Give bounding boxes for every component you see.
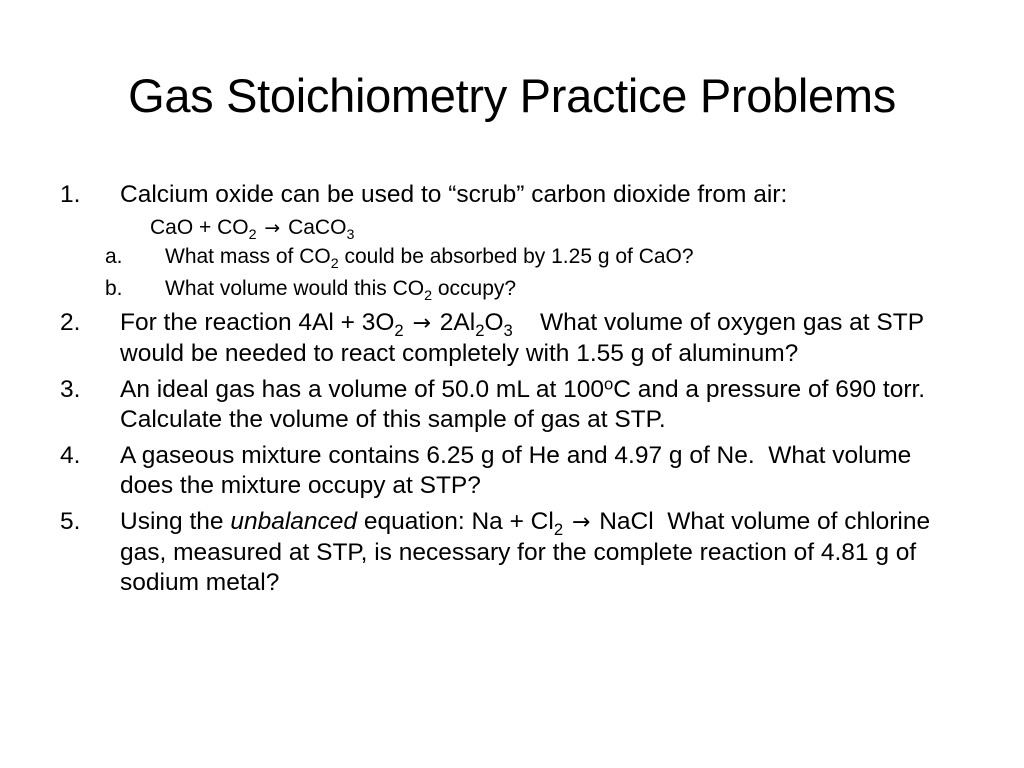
problem-1-text: Calcium oxide can be used to “scrub” carbon dioxide from air: (120, 181, 788, 208)
problem-5-italic: unbalanced (230, 508, 358, 535)
equation-left-subscript: 2 (248, 226, 257, 243)
problem-2-sub-3: 3 (503, 320, 513, 340)
problem-1 (60, 180, 970, 210)
problem-2 (60, 308, 970, 369)
problem-1-equation (60, 214, 970, 242)
problem-3-number: 3. (60, 376, 81, 403)
problem-1a-text-end: could be absorbed by 1.25 g of CaO? (338, 245, 694, 268)
problem-2-text-4: What volume of oxygen gas at STP would be needed to react completely with 1.55 g of aluminum? (120, 309, 924, 367)
problem-2-text-2: 2Al (432, 309, 476, 336)
problem-2-sub-1: 2 (394, 320, 404, 340)
problem-1a (60, 244, 970, 270)
problem-3-text-2: C and a pressure of 690 torr. Calculate the volume of this sample of gas at STP. (120, 376, 932, 433)
problem-1b-text-start: What volume would this CO (165, 277, 425, 300)
problem-1-number: 1. (60, 181, 81, 208)
problem-1b-text (165, 277, 517, 304)
slide-title: Gas Stoichiometry Practice Problems (128, 69, 896, 122)
problem-1b (60, 276, 970, 302)
problem-4-number: 4. (60, 442, 81, 469)
problem-2-text-1: For the reaction 4Al + 3O (120, 309, 395, 336)
arrow-icon: → (412, 311, 431, 336)
problem-5-text-3: NaCl What volume of chlorine gas, measured at STP, is necessary for the complete reaction of 4.81 g of sodium metal? (120, 508, 931, 596)
problem-1b-subscript: 2 (424, 287, 433, 304)
problem-5 (60, 507, 970, 598)
problem-5-number: 5. (60, 508, 81, 535)
equation-right-subscript: 3 (346, 226, 355, 243)
problem-3-text-1: An ideal gas has a volume of 50.0 mL at 100 (120, 376, 604, 403)
problem-1b-text-end: occupy? (432, 277, 517, 300)
problem-5-sub-1: 2 (553, 519, 564, 539)
problem-1a-letter: a. (105, 245, 123, 268)
problem-4 (60, 441, 970, 501)
problem-2-number: 2. (60, 309, 81, 336)
problem-5-text-2: equation: Na + Cl (357, 508, 554, 535)
problem-3 (60, 375, 970, 435)
equation-right: CaCO (282, 216, 347, 239)
problem-5-text (120, 508, 930, 596)
problem-2-sub-2: 2 (475, 320, 485, 340)
equation-left: CaO + CO (150, 216, 249, 239)
problem-3-text (120, 376, 932, 433)
problem-1a-subscript: 2 (330, 255, 339, 272)
problem-1a-text (165, 245, 694, 272)
degree-superscript: o (603, 374, 614, 394)
problem-2-text (120, 309, 924, 367)
problem-2-text-3: O (484, 309, 504, 336)
problem-4-text: A gaseous mixture contains 6.25 g of He and 4.97 g of Ne. What volume does the mixture occupy at STP? (120, 442, 912, 499)
arrow-icon: → (264, 217, 281, 239)
arrow-icon: → (571, 510, 591, 535)
problem-1a-text-start: What mass of CO (165, 245, 331, 268)
problem-list (60, 180, 970, 604)
problem-1b-letter: b. (105, 277, 123, 300)
problem-5-text-1: Using the (120, 508, 231, 535)
